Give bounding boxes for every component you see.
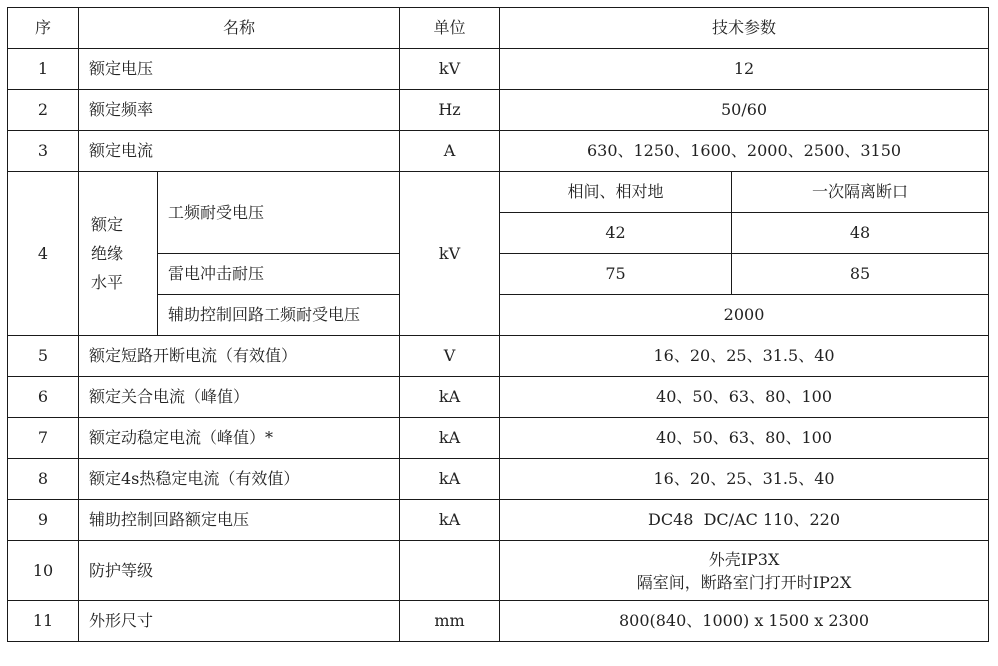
row-value: 40、50、63、80、100	[500, 377, 989, 418]
row-name: 辅助控制回路额定电压	[79, 500, 400, 541]
row-seq: 11	[8, 601, 79, 642]
row-seq: 7	[8, 418, 79, 459]
row-seq: 4	[8, 172, 79, 336]
group-label-line: 绝缘	[91, 244, 124, 263]
insulation-group-label	[79, 172, 158, 336]
group-label-line: 水平	[91, 273, 124, 292]
power-freq-a: 42	[500, 213, 732, 254]
table-row	[8, 418, 989, 459]
row-seq: 1	[8, 49, 79, 90]
aux-value: 2000	[500, 295, 989, 336]
row-value: 50/60	[500, 90, 989, 131]
table-row	[8, 500, 989, 541]
row-unit: mm	[400, 601, 500, 642]
row-value	[500, 541, 989, 601]
row-value: DC48 DC/AC 110、220	[500, 500, 989, 541]
row-name: 额定电压	[79, 49, 400, 90]
table-row	[8, 131, 989, 172]
row-unit: kA	[400, 377, 500, 418]
sub-item-lightning: 雷电冲击耐压	[158, 254, 400, 295]
table-row	[8, 601, 989, 642]
row-unit: kV	[400, 172, 500, 336]
row-value: 16、20、25、31.5、40	[500, 459, 989, 500]
table-row	[8, 336, 989, 377]
row-name: 防护等级	[79, 541, 400, 601]
row-unit: kV	[400, 49, 500, 90]
row-unit: Hz	[400, 90, 500, 131]
row-name: 额定4s热稳定电流（有效值）	[79, 459, 400, 500]
row-unit	[400, 541, 500, 601]
row-seq: 6	[8, 377, 79, 418]
group-label-line: 额定	[91, 215, 124, 234]
header-seq: 序	[8, 8, 79, 49]
row-name: 额定电流	[79, 131, 400, 172]
power-freq-b: 48	[732, 213, 989, 254]
row-value: 40、50、63、80、100	[500, 418, 989, 459]
spec-table	[7, 7, 989, 642]
table-row	[8, 541, 989, 601]
table-row	[8, 377, 989, 418]
row-unit: kA	[400, 459, 500, 500]
row-value: 630、1250、1600、2000、2500、3150	[500, 131, 989, 172]
table-header-row	[8, 8, 989, 49]
header-unit: 单位	[400, 8, 500, 49]
table-row	[8, 459, 989, 500]
row-seq: 2	[8, 90, 79, 131]
row-name: 额定动稳定电流（峰值）*	[79, 418, 400, 459]
protection-line-2: 隔室间，断路室门打开时IP2X	[636, 572, 852, 592]
row-unit: V	[400, 336, 500, 377]
row-seq: 8	[8, 459, 79, 500]
row-unit: kA	[400, 418, 500, 459]
header-name: 名称	[79, 8, 400, 49]
lightning-b: 85	[732, 254, 989, 295]
lightning-a: 75	[500, 254, 732, 295]
row-unit: A	[400, 131, 500, 172]
row-seq: 9	[8, 500, 79, 541]
sub-item-aux: 辅助控制回路工频耐受电压	[158, 295, 400, 336]
header-param: 技术参数	[500, 8, 989, 49]
row-value: 16、20、25、31.5、40	[500, 336, 989, 377]
row-name: 外形尺寸	[79, 601, 400, 642]
row-name: 额定短路开断电流（有效值）	[79, 336, 400, 377]
row-name: 额定关合电流（峰值）	[79, 377, 400, 418]
table-row	[8, 49, 989, 90]
col-b-header: 一次隔离断口	[732, 172, 989, 213]
protection-line-1: 外壳IP3X	[708, 549, 780, 569]
row-name: 额定频率	[79, 90, 400, 131]
row-value: 800(840、1000) x 1500 x 2300	[500, 601, 989, 642]
row-unit: kA	[400, 500, 500, 541]
table-row	[8, 172, 989, 213]
table-row	[8, 90, 989, 131]
row-seq: 3	[8, 131, 79, 172]
col-a-header: 相间、相对地	[500, 172, 732, 213]
sub-item-power-freq: 工频耐受电压	[158, 172, 400, 254]
row-seq: 10	[8, 541, 79, 601]
row-value: 12	[500, 49, 989, 90]
row-seq: 5	[8, 336, 79, 377]
